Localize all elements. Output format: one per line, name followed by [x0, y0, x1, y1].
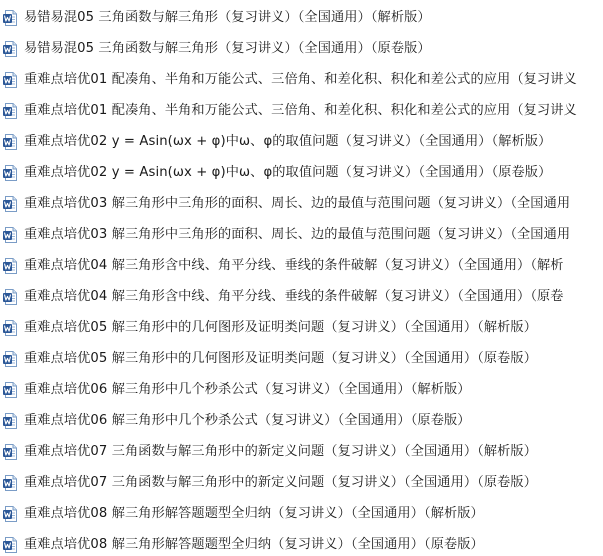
word-document-icon [3, 320, 17, 336]
word-document-icon [3, 444, 17, 460]
word-document-icon [3, 413, 17, 429]
file-name: 重难点培优06 解三角形中几个秒杀公式（复习讲义）（全国通用）（解析版） [24, 382, 471, 398]
file-name: 重难点培优01 配凑角、半角和万能公式、三倍角、和差化积、积化和差公式的应用（复习讲义 [24, 71, 577, 87]
file-name: 重难点培优08 解三角形解答题题型全归纳（复习讲义）（全国通用）（原卷版） [24, 537, 484, 553]
word-document-icon [3, 196, 17, 212]
file-list-item[interactable] [0, 250, 603, 281]
file-list-item[interactable] [0, 188, 603, 219]
file-name: 重难点培优05 解三角形中的几何图形及证明类问题（复习讲义）（全国通用）（原卷版） [24, 351, 537, 367]
file-name: 易错易混05 三角函数与解三角形（复习讲义）（全国通用）（原卷版） [24, 40, 431, 56]
file-list-item[interactable] [0, 126, 603, 157]
file-list-item[interactable] [0, 33, 603, 64]
file-name: 重难点培优04 解三角形含中线、角平分线、垂线的条件破解（复习讲义）（全国通用）（解析 [24, 257, 564, 273]
file-list-item[interactable] [0, 2, 603, 33]
word-document-icon [3, 506, 17, 522]
word-document-icon [3, 382, 17, 398]
file-list-item[interactable] [0, 219, 603, 250]
word-document-icon [3, 475, 17, 491]
file-name: 重难点培优07 三角函数与解三角形中的新定义问题（复习讲义）（全国通用）（解析版） [24, 444, 537, 460]
file-name: 重难点培优01 配凑角、半角和万能公式、三倍角、和差化积、积化和差公式的应用（复习讲义 [24, 102, 577, 118]
file-list-item[interactable] [0, 157, 603, 188]
word-document-icon [3, 537, 17, 553]
word-document-icon [3, 289, 17, 305]
word-document-icon [3, 103, 17, 119]
file-list-item[interactable] [0, 406, 603, 437]
file-list-item[interactable] [0, 344, 603, 375]
word-document-icon [3, 10, 17, 26]
file-list-item[interactable] [0, 64, 603, 95]
file-name: 重难点培优07 三角函数与解三角形中的新定义问题（复习讲义）（全国通用）（原卷版） [24, 475, 537, 491]
file-name: 易错易混05 三角函数与解三角形（复习讲义）（全国通用）（解析版） [24, 9, 431, 25]
file-name: 重难点培优08 解三角形解答题题型全归纳（复习讲义）（全国通用）（解析版） [24, 506, 484, 522]
file-list-item[interactable] [0, 437, 603, 468]
file-list-item[interactable] [0, 95, 603, 126]
word-document-icon [3, 72, 17, 88]
word-document-icon [3, 258, 17, 274]
word-document-icon [3, 41, 17, 57]
file-list-item[interactable] [0, 499, 603, 530]
file-name: 重难点培优03 解三角形中三角形的面积、周长、边的最值与范围问题（复习讲义）（全国通用 [24, 226, 571, 242]
file-name: 重难点培优05 解三角形中的几何图形及证明类问题（复习讲义）（全国通用）（解析版） [24, 320, 537, 335]
file-name: 重难点培优02 y = Asin(ωx + φ)中ω、φ的取值问题（复习讲义）（全国通用）（原卷版） [24, 164, 552, 180]
file-list-item[interactable] [0, 530, 603, 556]
file-name: 重难点培优03 解三角形中三角形的面积、周长、边的最值与范围问题（复习讲义）（全国通用 [24, 195, 571, 211]
word-document-icon [3, 227, 17, 243]
file-name: 重难点培优02 y = Asin(ωx + φ)中ω、φ的取值问题（复习讲义）（全国通用）（解析版） [24, 133, 552, 149]
file-list-item[interactable] [0, 281, 603, 312]
word-document-icon [3, 351, 17, 367]
file-list-item[interactable] [0, 313, 603, 344]
file-list-item[interactable] [0, 375, 603, 406]
word-document-icon [3, 165, 17, 181]
file-name: 重难点培优06 解三角形中几个秒杀公式（复习讲义）（全国通用）（原卷版） [24, 413, 471, 429]
file-list-item[interactable] [0, 468, 603, 499]
file-name: 重难点培优04 解三角形含中线、角平分线、垂线的条件破解（复习讲义）（全国通用）（原卷 [24, 288, 564, 304]
word-document-icon [3, 134, 17, 150]
